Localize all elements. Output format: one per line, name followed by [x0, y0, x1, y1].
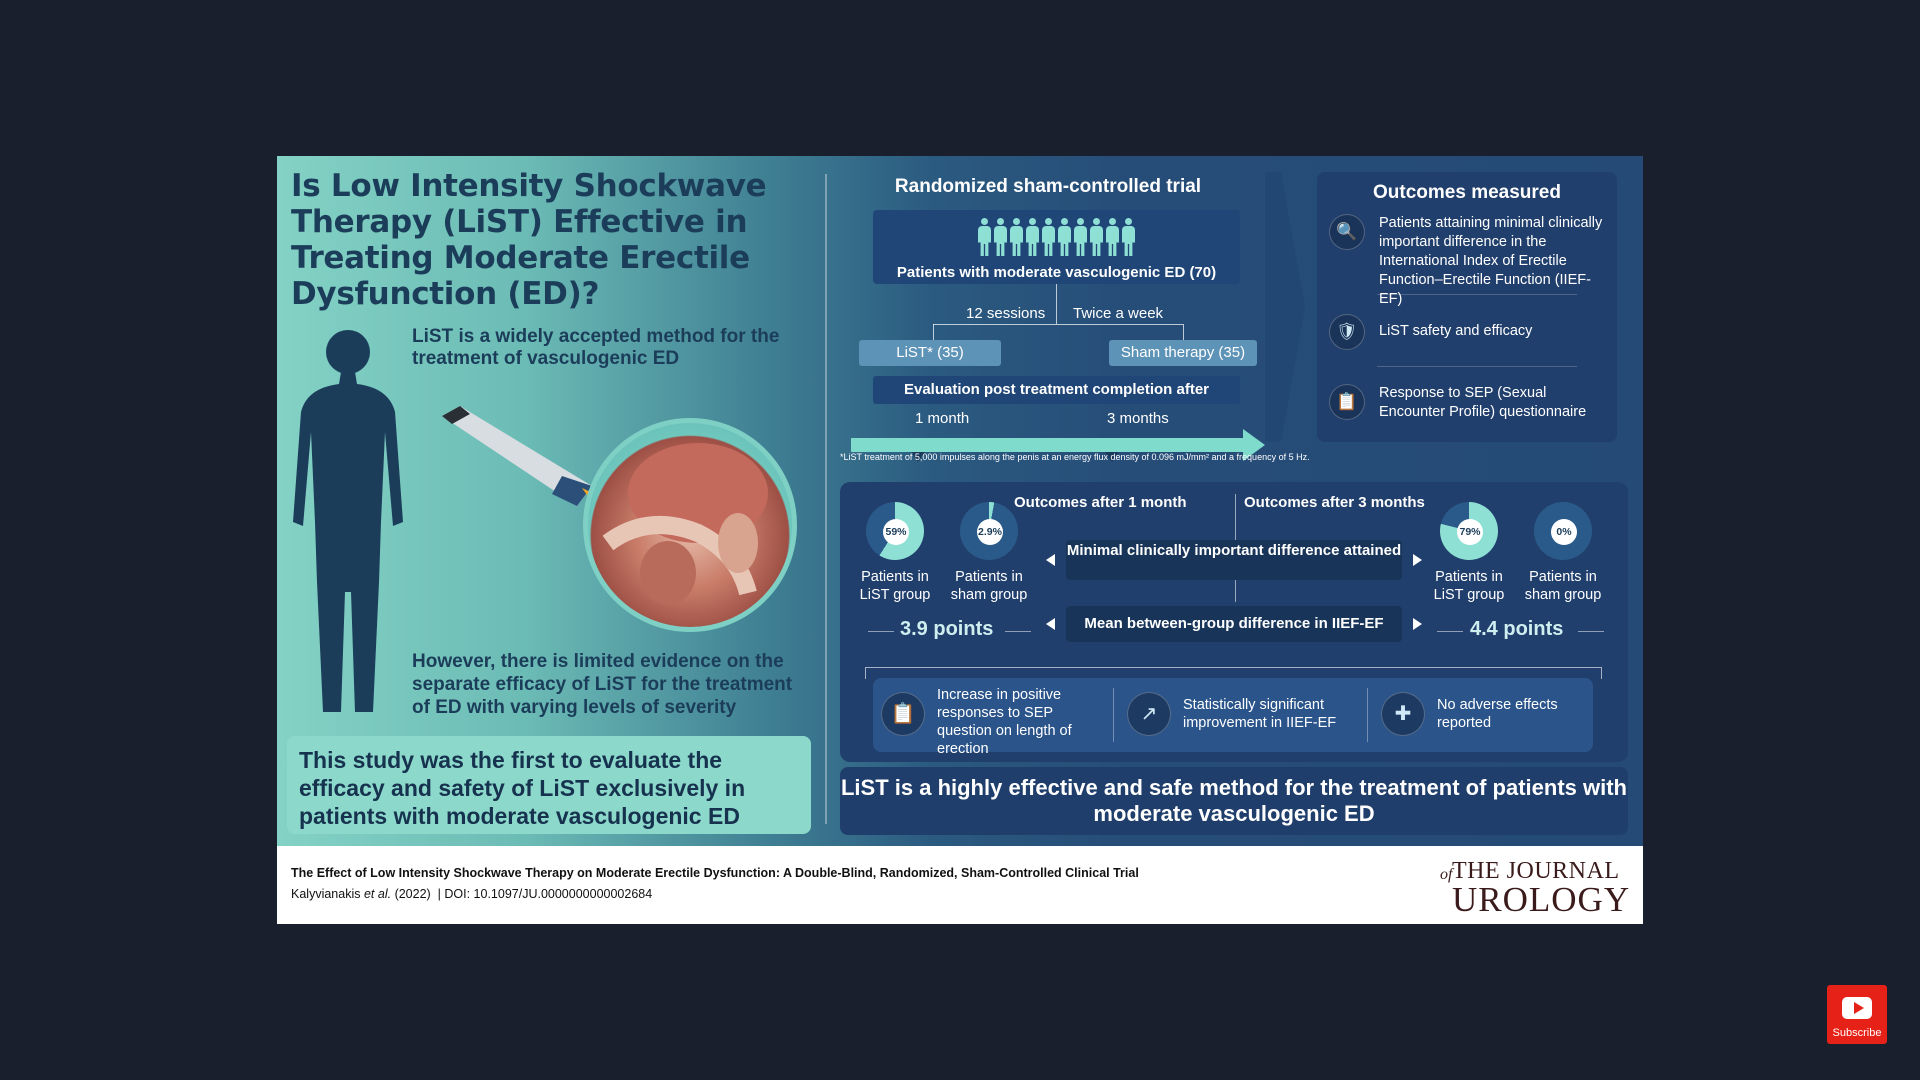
- finding-divider: [1113, 688, 1114, 742]
- pie-label: Patients in sham group: [1524, 569, 1602, 603]
- pie-label: Patients in LiST group: [859, 569, 931, 603]
- infographic-title: Is Low Intensity Shockwave Therapy (LiST) Effective in Treating Moderate Erectile Dysfunction (ED)?: [291, 168, 767, 312]
- pie-value: 2.9%: [977, 519, 1003, 545]
- anatomy-illustration: [583, 418, 797, 632]
- results-panel: [840, 482, 1628, 762]
- results-divider: [1235, 580, 1236, 602]
- trial-title: Randomized sham-controlled trial: [894, 176, 1202, 197]
- timepoint-1-label: 1 month: [915, 410, 970, 427]
- finding-text: Statistically significant improvement in IIEF-EF: [1183, 697, 1337, 731]
- doi: | DOI: 10.1097/JU.0000000000002684: [437, 887, 653, 901]
- clipboard-icon: 📋: [881, 692, 925, 736]
- limited-evidence-text: However, there is limited evidence on the separate efficacy of LiST for the treatment of ED with varying levels of severity: [412, 651, 793, 718]
- study-statement: This study was the first to evaluate the efficacy and safety of LiST exclusively in patients with moderate vasculogenic ED: [299, 747, 746, 829]
- journal-logo-of: of: [1440, 866, 1453, 883]
- shield-hand-icon: 🛡: [1329, 314, 1365, 350]
- points-3-months: 4.4 points: [1470, 618, 1564, 640]
- list-arm-box: LiST* (35): [859, 340, 1001, 366]
- patients-icon-group: [873, 218, 1240, 258]
- sessions-label: 12 sessions: [966, 305, 1046, 322]
- timepoint-2-label: 3 months: [1107, 410, 1169, 427]
- patients-box: [873, 210, 1240, 284]
- patient-icon: [1010, 218, 1023, 258]
- arrow-right-icon: [1413, 554, 1422, 566]
- finding-item: [881, 686, 1111, 757]
- journal-logo-urology: UROLOGY: [1452, 880, 1631, 919]
- arrow-right-icon: [1413, 618, 1422, 630]
- sham-arm-box: Sham therapy (35): [1109, 340, 1257, 366]
- connector-line: [1056, 284, 1057, 324]
- finding-text: Increase in positive responses to SEP question on length of erection: [937, 687, 1072, 757]
- pie-chart-sham-3m: [1534, 502, 1592, 560]
- frequency-label: Twice a week: [1073, 305, 1164, 322]
- footnote: *LiST treatment of 5,000 impulses along the penis at an energy flux density of 0.096 mJ/mm² and a frequency of 5 Hz.: [840, 452, 1310, 462]
- citation-line: [291, 887, 652, 901]
- pie-chart-list-3m: [1440, 502, 1498, 560]
- patient-icon: [1042, 218, 1055, 258]
- year: (2022): [394, 887, 431, 901]
- patient-icon: [1074, 218, 1087, 258]
- points-1-month: 3.9 points: [900, 618, 994, 640]
- connector-line: [933, 324, 1183, 325]
- connector-line: [1183, 324, 1184, 340]
- patient-icon: [994, 218, 1007, 258]
- shield-plus-icon: ✚: [1381, 692, 1425, 736]
- journal-logo-the: THE JOURNAL: [1452, 858, 1620, 884]
- key-findings: [873, 678, 1593, 757]
- evaluation-box: Evaluation post treatment completion after: [873, 376, 1240, 404]
- clipboard-checklist-icon: 📋: [1329, 384, 1365, 420]
- subscribe-button[interactable]: [1827, 985, 1887, 1044]
- mcid-box: Minimal clinically important difference attained: [1066, 540, 1402, 580]
- pie-value: 79%: [1457, 519, 1483, 545]
- infographic-art: [277, 156, 1643, 846]
- points-line: [868, 631, 894, 632]
- header-1-month: Outcomes after 1 month: [1014, 494, 1187, 511]
- outcomes-title: Outcomes measured: [1373, 182, 1561, 203]
- points-line: [1578, 631, 1604, 632]
- authors: Kalyvianakis: [291, 887, 361, 901]
- pie-value: 0%: [1551, 519, 1577, 545]
- intro-text: LiST is a widely accepted method for the treatment of vasculogenic ED: [412, 326, 780, 369]
- points-line: [1437, 631, 1463, 632]
- left-panel: [277, 156, 827, 846]
- connector-line: [933, 324, 934, 340]
- et-al: et al.: [363, 887, 392, 901]
- pie-value: 59%: [883, 519, 909, 545]
- article-title: The Effect of Low Intensity Shockwave Therapy on Moderate Erectile Dysfunction: A Double-Blind, Randomized, Sham-Controlled Clinical Trial: [291, 866, 1139, 880]
- finding-item: [1127, 686, 1357, 744]
- patient-icon: [1106, 218, 1119, 258]
- subscribe-label: Subscribe: [1832, 1027, 1882, 1039]
- patient-icon: [978, 218, 991, 258]
- points-line: [1005, 631, 1031, 632]
- outcome-divider: [1377, 366, 1577, 367]
- outcome-text: Patients attaining minimal clinically important difference in the International Index of Erectile Function–Erectile Function (IIEF-EF): [1379, 215, 1603, 307]
- magnifier-document-icon: 🔍: [1329, 214, 1365, 250]
- pie-label: Patients in LiST group: [1433, 569, 1505, 603]
- citation-footer: [277, 846, 1643, 924]
- mean-difference-box: Mean between-group difference in IIEF-EF: [1066, 606, 1402, 642]
- chart-trend-icon: ↗: [1127, 692, 1171, 736]
- study-statement-box: [287, 736, 811, 834]
- patient-icon: [1058, 218, 1071, 258]
- results-divider: [1235, 494, 1236, 540]
- finding-text: No adverse effects reported: [1437, 697, 1558, 731]
- arrow-left-icon: [1046, 554, 1055, 566]
- pie-label: Patients in sham group: [950, 569, 1028, 603]
- finding-divider: [1367, 688, 1368, 742]
- pie-chart-list-1m: [866, 502, 924, 560]
- arrow-left-icon: [1046, 618, 1055, 630]
- header-3-months: Outcomes after 3 months: [1244, 494, 1425, 511]
- outcomes-measured-panel: [1317, 172, 1617, 442]
- visual-abstract: [277, 156, 1643, 924]
- chevron-shape: [1265, 172, 1305, 442]
- patient-icon: [1122, 218, 1135, 258]
- outcome-divider: [1377, 294, 1577, 295]
- timeline-arrow: [851, 438, 1251, 452]
- panel-divider: [825, 174, 827, 824]
- outcome-text: Response to SEP (Sexual Encounter Profile) questionnaire: [1379, 385, 1587, 420]
- conclusion-banner: LiST is a highly effective and safe method for the treatment of patients with moderate vasculogenic ED: [840, 767, 1628, 835]
- outcome-text: LiST safety and efficacy: [1379, 323, 1533, 339]
- youtube-play-icon: [1842, 997, 1872, 1019]
- patient-icon: [1026, 218, 1039, 258]
- patients-label: Patients with moderate vasculogenic ED (70): [896, 264, 1217, 281]
- pie-chart-sham-1m: [960, 502, 1018, 560]
- finding-item: [1381, 686, 1591, 744]
- human-silhouette-icon: [289, 322, 407, 716]
- patient-icon: [1090, 218, 1103, 258]
